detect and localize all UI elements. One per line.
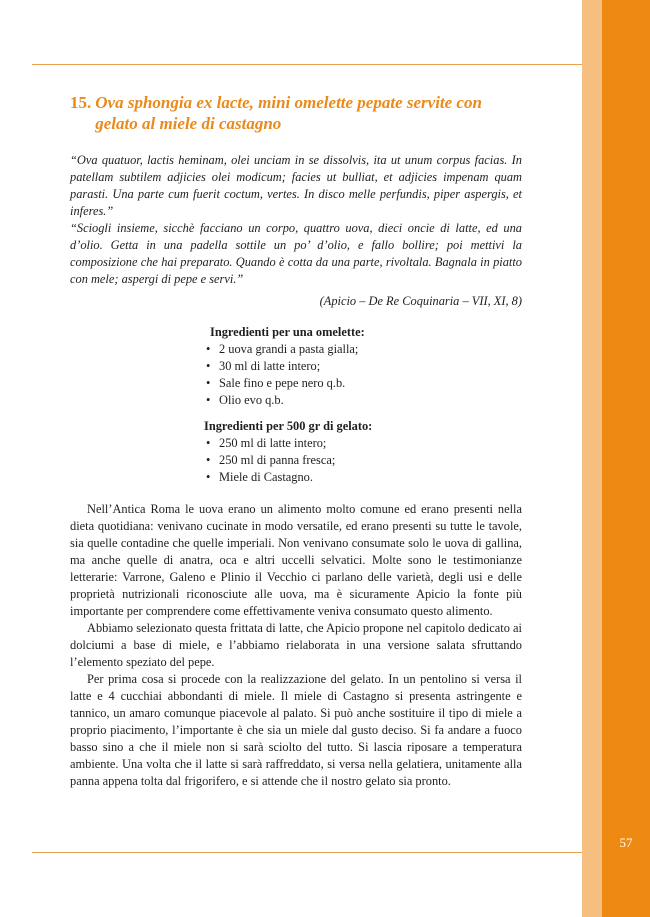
recipe-title [70,92,522,134]
list-item: • 2 uova grandi a pasta gialla; [204,341,522,358]
recipe-number: 15. [70,93,92,112]
page-content [70,92,522,790]
list-item: • Olio evo q.b. [204,392,522,409]
list-item: • 250 ml di panna fresca; [204,452,522,469]
body-paragraph: Abbiamo selezionato questa frittata di latte, che Apicio propone nel capitolo dedicato ai dolciumi a base di miele, e l’abbiamo rielaborata in una versione salata sfruttando l’elemento speziato del pepe. [70,621,522,669]
quote-italian: “Sciogli insieme, sicchè facciano un corpo, quattro uova, dieci oncie di latte, ed una d’olio. Getta in una padella sottile un po’ d’olio, e fallo bollire; poi mettivi la composizione che hai preparato. Quando è cotta da una parte, rivoltala. Bagnala in piatto con mele; aspergi di pepe e servi.” [70,221,522,286]
quote-latin: “Ova quatuor, lactis heminam, olei unciam in se dissolvis, ita ut unum corpus facias. In patellam subtilem adjicies olei modicum; facies ut bulliat, et adjicies impenam quam parasti. Una parte cum fuerit coctum, vertes. In disco melle perfundis, piper aspergis, et inferes.” [70,153,522,218]
ingredients-section [70,324,522,486]
ingredients-omelette [204,324,522,409]
body-text [70,501,522,790]
ingredients-gelato [204,418,522,486]
recipe-title-text: Ova sphongia ex lacte, mini omelette pepate servite con gelato al miele di castagno [95,93,482,133]
body-paragraph: Per prima cosa si procede con la realizzazione del gelato. In un pentolino si versa il latte e 4 cucchiai abbondanti di miele. Il miele di Castagno si presenta astringente e tannico, un amaro comunque piacevole al palato. Si può anche sostituire il tipo di miele a proprio piacimento, l’importante è che sia un miele dal gusto deciso. Si fa andare a fuoco basso sino a che il miele non si sarà sciolto del tutto. Si lascia riposare a temperatura ambiente. Una volta che il latte si sarà raffreddato, si versa nella gelatiera, unitamente alla panna appena tolta dal frigorifero, e si attende che il nostro gelato sia pronto. [70,672,522,788]
apicius-quote [70,152,522,288]
ingredients-omelette-heading: Ingredienti per una omelette: [210,325,365,339]
bottom-rule [32,852,582,853]
list-item: • Miele di Castagno. [204,469,522,486]
body-paragraph: Nell’Antica Roma le uova erano un alimento molto comune ed erano presenti nella dieta quotidiana: venivano cucinate in modo versatile, ed erano presenti su tutte le tavole, sia quelle contadine che quelle imperiali. Non venivano consumate solo le uova di gallina, ma anche quelle di anatra, oca e altri uccelli selvatici. Molte sono le testimonianze letterarie: Varrone, Galeno e Plinio il Vecchio ci parlano delle varietà, degli usi e delle proprietà nutrizionali riconosciute alle uova, ma è sicuramente Apicio la fonte più importante per comprendere come effettivamente veniva consumato questo alimento. [70,502,522,618]
list-item: • 250 ml di latte intero; [204,435,522,452]
list-item: • Sale fino e pepe nero q.b. [204,375,522,392]
ingredients-gelato-list [204,435,522,486]
margin-band-dark [602,0,650,917]
page-number: 57 [619,835,633,850]
quote-citation: (Apicio – De Re Coquinaria – VII, XI, 8) [319,294,522,308]
list-item: • 30 ml di latte intero; [204,358,522,375]
ingredients-gelato-heading: Ingredienti per 500 gr di gelato: [204,419,373,433]
top-rule [32,64,582,65]
margin-band-light [582,0,602,917]
ingredients-omelette-list [204,341,522,409]
